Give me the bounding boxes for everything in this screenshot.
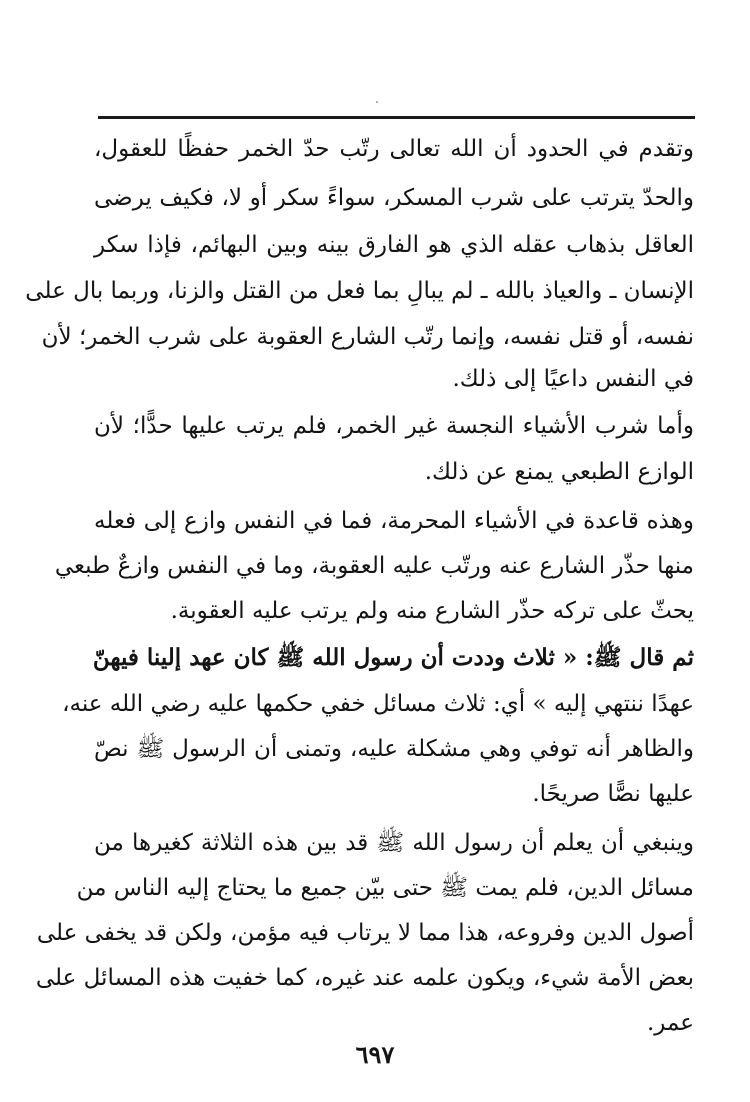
text-line: عمر. [646, 1010, 694, 1036]
text-line: وينبغي أن يعلم أن رسول الله ﷺ قد بين هذه الثلاثة كغيرها من [94, 830, 694, 856]
text-line: يحثّ على تركه حذّر الشارع منه ولم يرتب عليه العقوبة. [170, 598, 694, 624]
text-line: في النفس داعيًا إلى ذلك. [452, 366, 694, 392]
hadith-quote-line: ثم قال ﷺ: « ثلاث وددت أن رسول الله ﷺ كان عهد إلينا فيهنّ [92, 644, 694, 671]
text-line: وتقدم في الحدود أن الله تعالى رتّب حدّ الخمر حفظًا للعقول، [94, 136, 694, 162]
text-line: العاقل بذهاب عقله الذي هو الفارق بينه وبين البهائم، فإذا سكر [94, 232, 694, 258]
text-line: الإنسان ـ والعياذ بالله ـ لم يبالِ بما فعل من القتل والزنا، وربما بال على [25, 278, 694, 304]
text-line: منها حذّر الشارع عنه ورتّب عليه العقوبة، وما في النفس وازعٌ طبعي [54, 553, 694, 579]
text-line: أصول الدين وفروعه، هذا مما لا يرتاب فيه مؤمن، ولكن قد يخفى على [36, 920, 694, 946]
text-line: وهذه قاعدة في الأشياء المحرمة، فما في النفس وازع إلى فعله [94, 508, 694, 534]
text-line: مسائل الدين، فلم يمت ﷺ حتى بيّن جميع ما يحتاج إليه الناس من [76, 875, 694, 901]
text-line: والحدّ يترتب على شرب المسكر، سواءً سكر أو لا، فكيف يرضى [94, 185, 694, 211]
text-line: الوازع الطبعي يمنع عن ذلك. [424, 459, 694, 485]
scan-speck [376, 101, 378, 103]
page-number: ٦٩٧ [355, 1040, 395, 1069]
text-line: والظاهر أنه توفي وهي مشكلة عليه، وتمنى أن الرسول ﷺ نصّ [94, 736, 694, 762]
header-rule [98, 116, 695, 119]
text-line: عليها نصًّا صريحًا. [532, 781, 694, 807]
text-line: عهدًا ننتهي إليه » أي: ثلاث مسائل خفي حكمها عليه رضي الله عنه، [62, 691, 694, 717]
text-line: نفسه، أو قتل نفسه، وإنما رتّب الشارع العقوبة على شرب الخمر؛ لأن [41, 324, 694, 350]
text-line: وأما شرب الأشياء النجسة غير الخمر، فلم يرتب عليها حدًّا؛ لأن [94, 413, 694, 439]
text-line: بعض الأمة شيء، ويكون علمه عند غيره، كما خفيت هذه المسائل على [35, 965, 694, 991]
